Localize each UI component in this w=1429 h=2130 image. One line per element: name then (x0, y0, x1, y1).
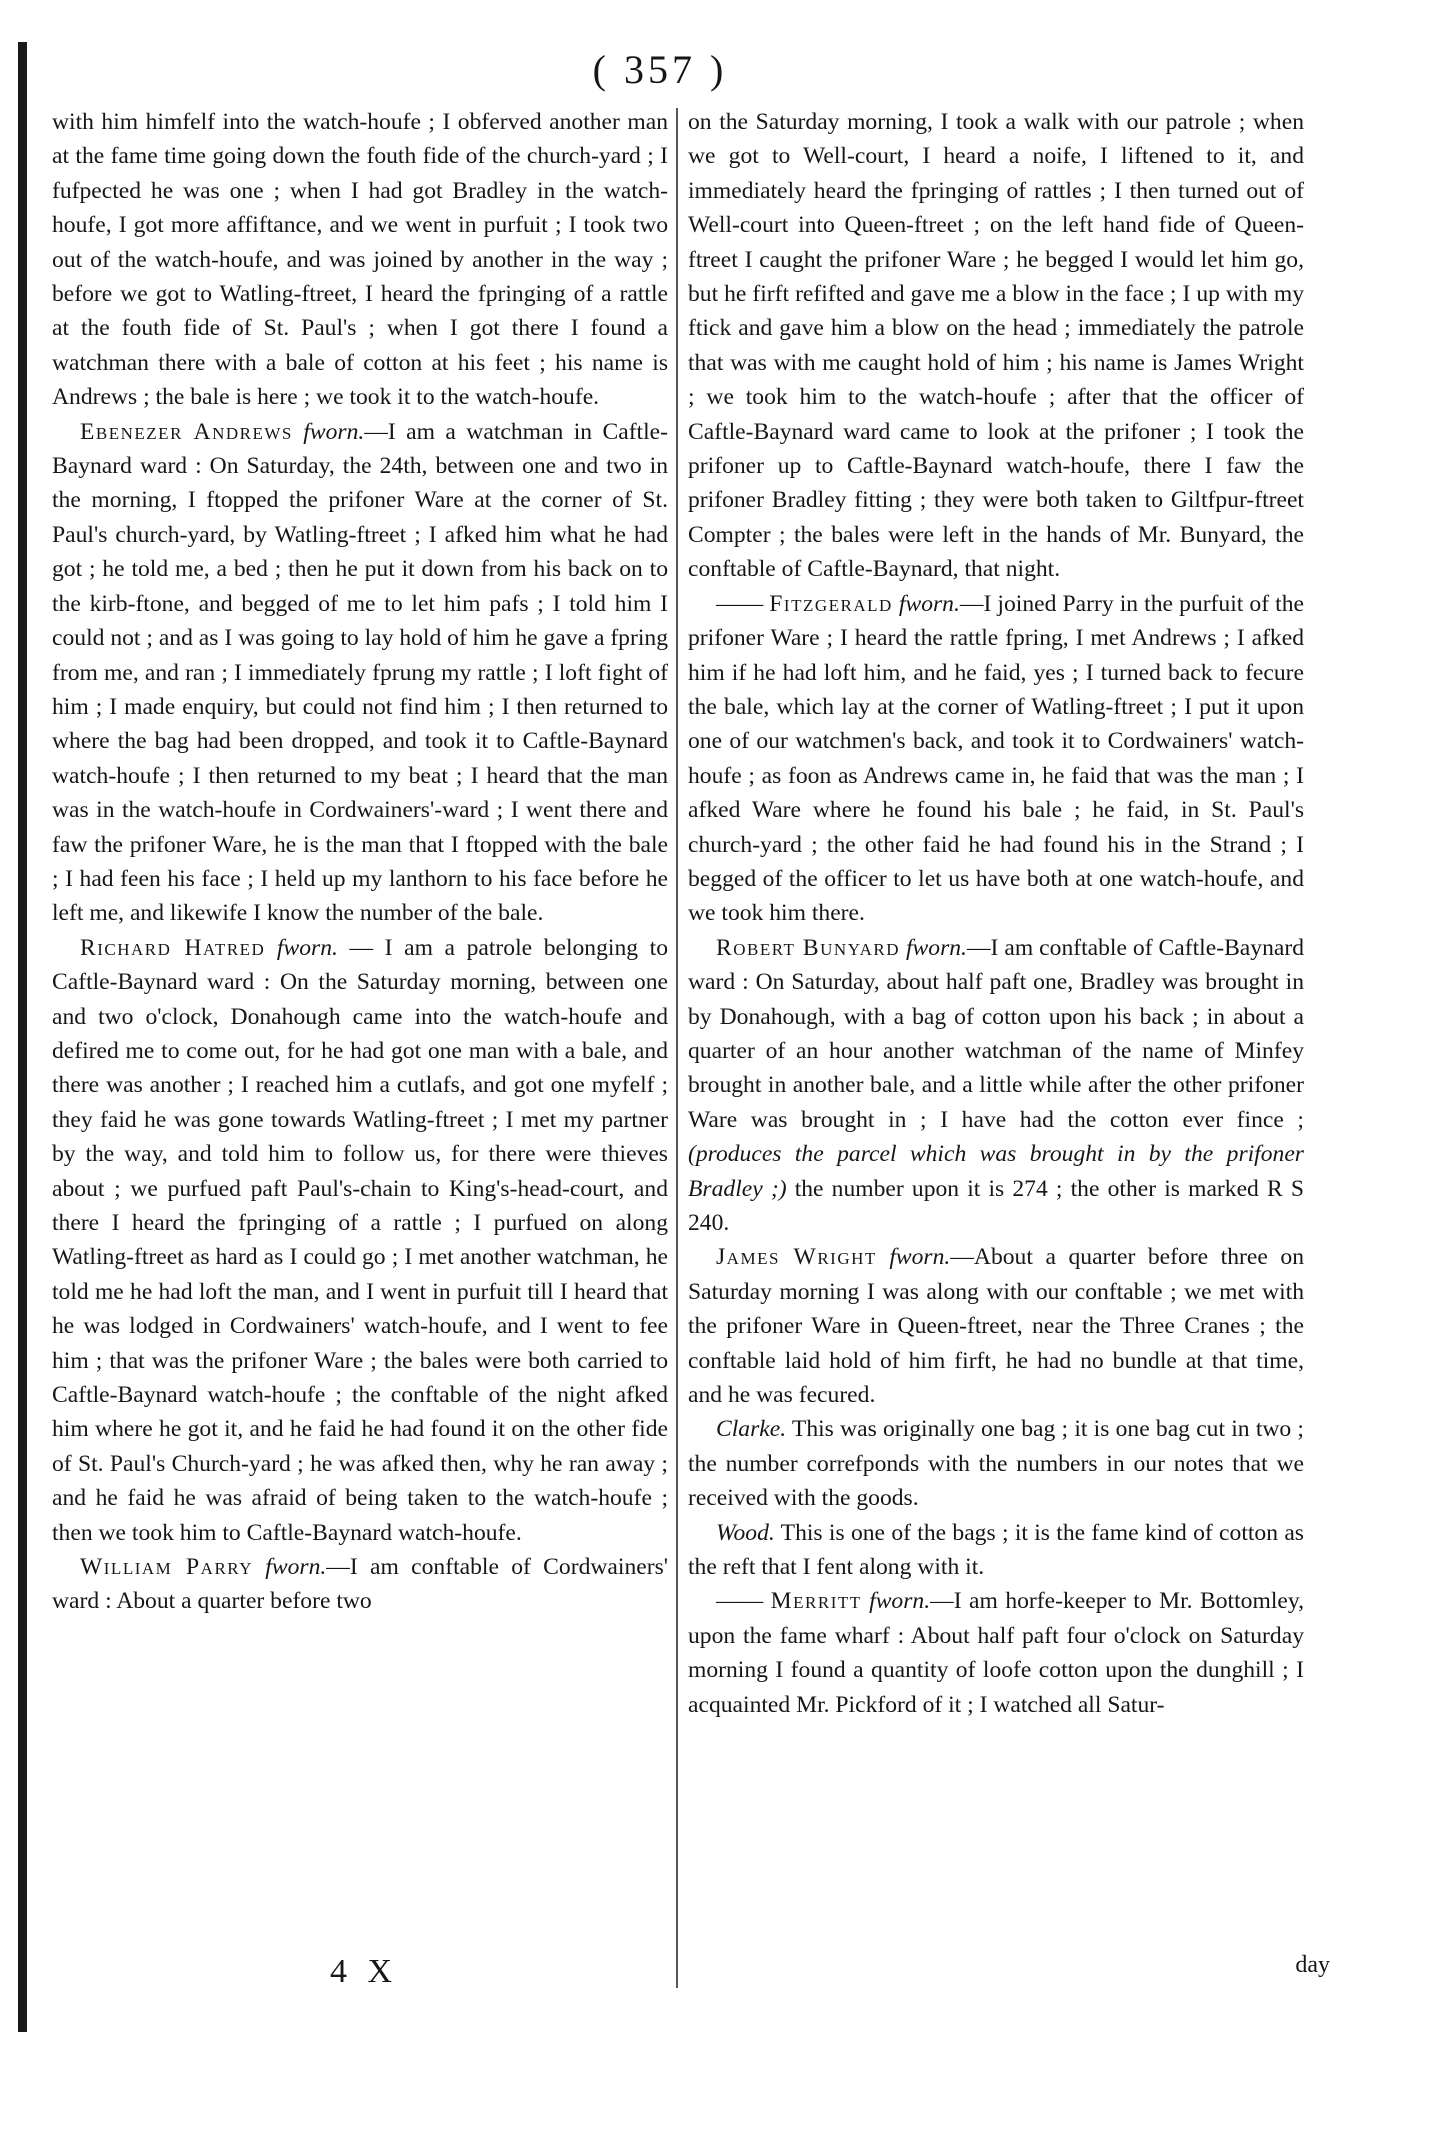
dash-prefix: —— (716, 590, 770, 617)
testimony-paragraph (688, 587, 1304, 931)
testimony-text: —About a quarter before three on Saturday morning I was along with our conftable ; we met with the prifoner Ware in Queen-ftreet, near the Three Cranes ; the conftable laid hold of him firft, he had no bundle at that time, and he was fecured. (688, 1244, 1304, 1409)
sworn-label: fworn. (265, 1554, 327, 1581)
paragraph (52, 105, 668, 415)
testimony-text: — I am a patrole belonging to Caftle-Baynard ward : On the Saturday morning, between one and two o'clock, Donahough came into the watch-houfe and defired me to come out, for he had got one man with a bale, and there was another ; I reached him a cutlafs, and got one myfelf ; they faid he was gone towards Watling-ftreet ; I met my partner by the way, and told him to follow us, for there were thieves about ; we purfued paft Paul's-chain to King's-head-court, and there I heard the fpringing of a rattle ; I purfued on along Watling-ftreet as hard as I could go ; I met another watchman, he told me he had loft the man, and I went in purfuit till I heard that he was lodged in Cordwainers' watch-houfe, and I went to fee him ; that was the prifoner Ware ; the bales were both carried to Caftle-Baynard watch-houfe ; the conftable of the night afked him where he got it, and he faid he had found it on the other fide of St. Paul's Church-yard ; he was afked then, why he ran away ; and he faid he was afraid of being taken to the watch-houfe ; then we took him to Caftle-Baynard watch-houfe. (52, 934, 668, 1546)
testimony-paragraph (52, 415, 668, 931)
testimony-text: —I am conftable of Cordwainers' ward : About a quarter before two (52, 1554, 668, 1615)
witness-name: Fitzgerald (769, 590, 893, 617)
testimony-text: —I am conftable of Caftle-Baynard ward : On Saturday, about half paft one, Bradley was brought in by Donahough, with a bag of cotton upon his back ; in about a quarter of an hour another watchman of the name of Minfey brought in another bale, and a little while after the other prifoner Ware was brought in ; I have had the cotton ever fince ; (688, 934, 1304, 1133)
sworn-label: fworn. (898, 590, 960, 617)
witness-name: Robert Bunyard (716, 934, 900, 961)
left-column (52, 105, 668, 1965)
column-divider (676, 108, 678, 1988)
page-number: ( 357 ) (592, 47, 728, 92)
witness-name: William Parry (80, 1554, 253, 1581)
paragraph (688, 105, 1304, 587)
stage-direction: (produces the parcel which was brought in by the prifoner Bradley ;) (688, 1141, 1304, 1202)
testimony-paragraph (52, 1550, 668, 1619)
signature-mark: 4 X (330, 1953, 399, 1990)
testimony-paragraph (688, 1412, 1304, 1515)
testimony-text: —I joined Parry in the purfuit of the prifoner Ware ; I heard the rattle fpring, I met Andrews ; I afked him if he had loft him, and he faid, yes ; I turned back to fecure the bale, which lay at the corner of Watling-ftreet ; I put it upon one of our watchmen's back, and took it to Cordwainers' watch-houfe ; as foon as Andrews came in, he faid that was the man ; I afked Ware where he found his bale ; he faid, in St. Paul's church-yard ; the other faid he had found his in the Strand ; I begged of the officer to let us have both at one watch-houfe, and we took him there. (688, 590, 1304, 927)
sworn-label: fworn. (303, 418, 365, 445)
testimony-text: —I am a watchman in Caftle-Baynard ward : On Saturday, the 24th, between one and two in the morning, I ftopped the prifoner Ware at the corner of St. Paul's church-yard, by Watling-ftreet ; I afked him what he had got ; he told me, a bed ; then he put it down from his back on to the kirb-ftone, and begged of me to let him pafs ; I told him I could not ; and as I was going to lay hold of him he gave a fpring from me, and ran ; I immediately fprung my rattle ; I loft fight of him ; I made enquiry, but could not find him ; I then returned to where the bag had been dropped, and took it to Caftle-Baynard watch-houfe ; I then returned to my beat ; I heard that the man was in the watch-houfe in Cordwainers'-ward ; I went there and faw the prifoner Ware, he is the man that I ftopped with the bale ; I had feen his face ; I held up my lanthorn to his face before he left me, and likewife I know the number of the bale. (52, 418, 668, 927)
sworn-label: fworn. (869, 1588, 931, 1615)
speaker-name: Wood. (716, 1519, 775, 1546)
testimony-text: This was originally one bag ; it is one bag cut in two ; the number correfponds with the numbers in our notes that we received with the goods. (688, 1416, 1304, 1512)
testimony-text-continued: the number upon it is 274 ; the other is marked R S 240. (688, 1175, 1304, 1236)
witness-name: Richard Hatred (80, 934, 266, 961)
speaker-name: Clarke. (716, 1416, 787, 1443)
testimony-paragraph (688, 1584, 1304, 1722)
binding-edge (18, 42, 27, 2032)
testimony-paragraph (688, 931, 1304, 1241)
testimony-text: —I am horfe-keeper to Mr. Bottomley, upon the fame wharf : About half paft four o'clock on Saturday morning I found a quantity of loofe cotton upon the dunghill ; I acquainted Mr. Pickford of it ; I watched all Satur- (688, 1588, 1304, 1718)
testimony-paragraph (52, 931, 668, 1550)
right-column (688, 105, 1304, 1965)
testimony-paragraph (688, 1516, 1304, 1585)
witness-name: Merritt (770, 1588, 862, 1615)
testimony-text: This is one of the bags ; it is the fame kind of cotton as the reft that I fent along with it. (688, 1519, 1304, 1581)
dash-prefix: —— (716, 1588, 771, 1615)
sworn-label: fworn. (889, 1244, 951, 1271)
paragraph-text: with him himfelf into the watch-houfe ; I obferved another man at the fame time going down the fouth fide of the church-yard ; I fufpected he was one ; when I had got Bradley in the watch-houfe, I got more affiftance, and we went in purfuit ; I took two out of the watch-houfe, and was joined by another in the way ; before we got to Watling-ftreet, I heard the fpringing of a rattle at the fouth fide of St. Paul's ; when I got there I found a watchman there with a bale of cotton at his feet ; his name is Andrews ; the bale is here ; we took it to the watch-houfe. (52, 109, 668, 411)
witness-name: James Wright (716, 1244, 877, 1271)
catchword: day (1295, 1952, 1330, 1978)
paragraph-text: on the Saturday morning, I took a walk with our patrole ; when we got to Well-court, I heard a noife, I liftened to it, and immediately heard the fpringing of rattles ; I then turned out of Well-court into Queen-ftreet ; on the left hand fide of Queen-ftreet I caught the prifoner Ware ; he begged I would let him go, but he firft refifted and gave me a blow in the face ; I up with my ftick and gave him a blow on the head ; immediately the patrole that was with me caught hold of him ; his name is James Wright ; we took him to the watch-houfe ; after that the officer of Caftle-Baynard ward came to look at the prifoner ; I took the prifoner up to Caftle-Baynard watch-houfe, there I faw the prifoner Bradley fitting ; they were both taken to Giltfpur-ftreet Compter ; the bales were left in the hands of Mr. Bunyard, the conftable of Caftle-Baynard, that night. (688, 109, 1304, 583)
sworn-label: fworn. (276, 934, 338, 961)
testimony-paragraph (688, 1240, 1304, 1412)
witness-name: Ebenezer Andrews (80, 418, 293, 445)
sworn-label: fworn. (905, 934, 967, 961)
